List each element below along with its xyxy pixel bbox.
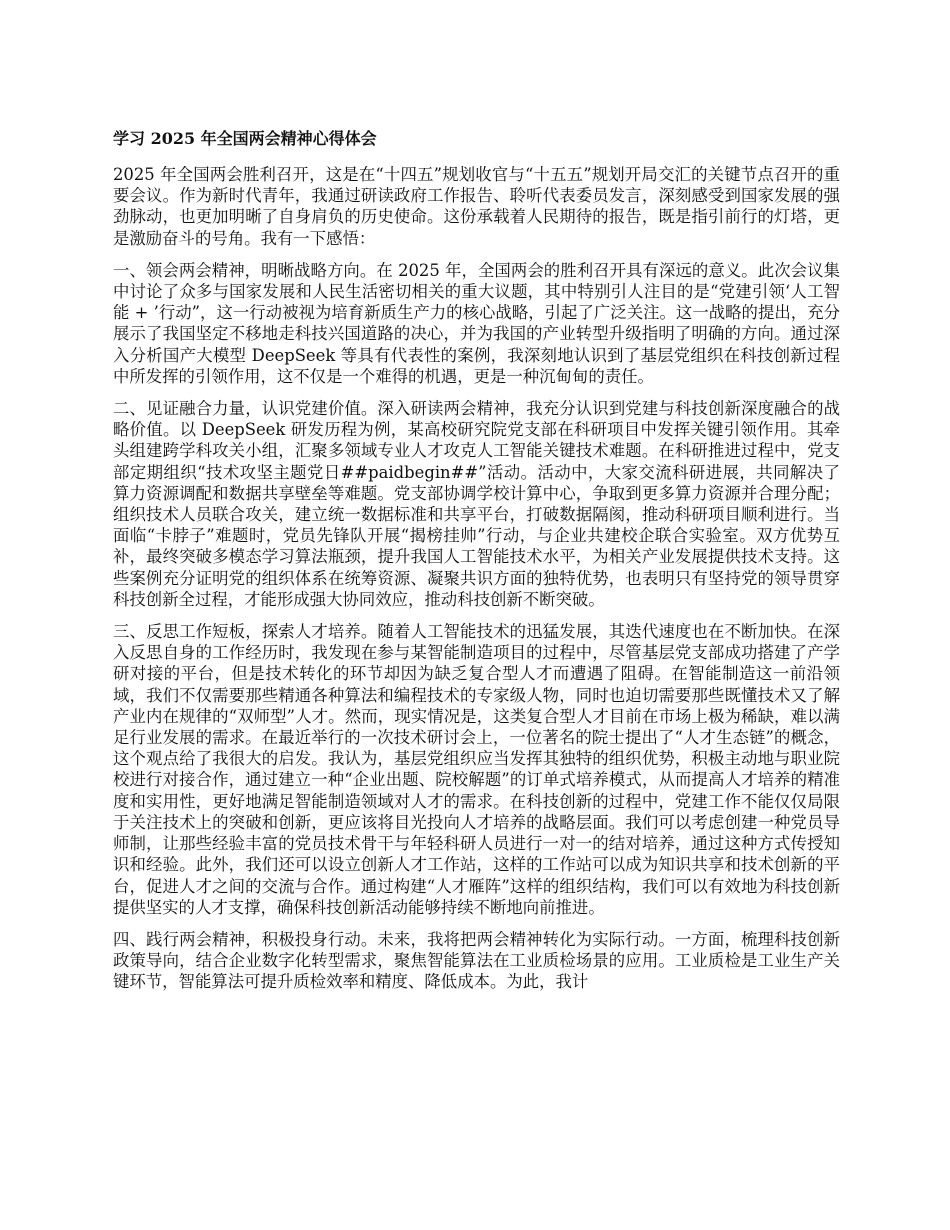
- document-title: 学习 2025 年全国两会精神心得体会: [113, 129, 377, 148]
- paragraph-section-2: 二、见证融合力量，认识党建价值。深入研读两会精神，我充分认识到党建与科技创新深度融合的战略价值。以 DeepSeek 研发历程为例，某高校研究院党支部在科研项目中发挥关键引领作用。其牵头组建跨学科攻关小组，汇聚多领域专业人才攻克人工智能关键技术难题。在科研推进过程中，党支部定期组织“技术攻坚主题党日##paidbegin##”活动。活动中，大家交流科研进展，共同解决了算力资源调配和数据共享壁垒等难题。党支部协调学校计算中心，争取到更多算力资源并合理分配；组织技术人员联合攻关，建立统一数据标准和共享平台，打破数据隔阂，推动科研项目顺利进行。当面临“卡脖子”难题时，党员先锋队开展“揭榜挂帅”行动，与企业共建校企联合实验室。双方优势互补，最终突破多模态学习算法瓶颈，提升我国人工智能技术水平，为相关产业发展提供技术支持。这些案例充分证明党的组织体系在统筹资源、凝聚共识方面的独特优势，也表明只有坚持党的领导贯穿科技创新全过程，才能形成强大协同效应，推动科技创新不断突破。: [113, 399, 840, 609]
- paragraph-intro: 2025 年全国两会胜利召开，这是在“十四五”规划收官与“十五五”规划开局交汇的关键节点召开的重要会议。作为新时代青年，我通过研读政府工作报告、聆听代表委员发言，深刻感受到国家发展的强劲脉动，也更加明晰了自身肩负的历史使命。这份承载着人民期待的报告，既是指引前行的灯塔，更是激励奋斗的号角。我有一下感悟：: [113, 165, 840, 248]
- paragraph-section-4: 四、践行两会精神，积极投身行动。未来，我将把两会精神转化为实际行动。一方面，梳理科技创新政策导向，结合企业数字化转型需求，聚焦智能算法在工业质检场景的应用。工业质检是工业生产关键环节，智能算法可提升质检效率和精度、降低成本。为此，我计: [113, 929, 840, 992]
- paragraph-section-1: 一、领会两会精神，明晰战略方向。在 2025 年，全国两会的胜利召开具有深远的意义。此次会议集中讨论了众多与国家发展和人民生活密切相关的重大议题，其中特别引人注目的是“党建引领‘人工智能 + ’行动”，这一行动被视为培育新质生产力的核心战略，引起了广泛关注。这一战略的提出，充分展示了我国坚定不移地走科技兴国道路的决心，并为我国的产业转型升级指明了明确的方向。通过深入分析国产大模型 DeepSeek 等具有代表性的案例，我深刻地认识到了基层党组织在科技创新过程中所发挥的引领作用，这不仅是一个难得的机遇，更是一种沉甸甸的责任。: [113, 260, 840, 386]
- paragraph-section-3: 三、反思工作短板，探索人才培养。随着人工智能技术的迅猛发展，其迭代速度也在不断加快。在深入反思自身的工作经历时，我发现在参与某智能制造项目的过程中，尽管基层党支部成功搭建了产学研对接的平台，但是技术转化的环节却因为缺乏复合型人才而遭遇了阻碍。在智能制造这一前沿领域，我们不仅需要那些精通各种算法和编程技术的专家级人物，同时也迫切需要那些既懂技术又了解产业内在规律的“双师型”人才。然而，现实情况是，这类复合型人才目前在市场上极为稀缺，难以满足行业发展的需求。在最近举行的一次技术研讨会上，一位著名的院士提出了“人才生态链”的概念，这个观点给了我很大的启发。我认为，基层党组织应当发挥其独特的组织优势，积极主动地与职业院校进行对接合作，通过建立一种“企业出题、院校解题”的订单式培养模式，从而提高人才培养的精准度和实用性，更好地满足智能制造领域对人才的需求。在科技创新的过程中，党建工作不能仅仅局限于关注技术上的突破和创新，更应该将目光投向人才培养的战略层面。我们可以考虑创建一种党员导师制，让那些经验丰富的党员技术骨干与年轻科研人员进行一对一的结对培养，通过这种方式传授知识和经验。此外，我们还可以设立创新人才工作站，这样的工作站可以成为知识共享和技术创新的平台，促进人才之间的交流与合作。通过构建“人才雁阵”这样的组织结构，我们可以有效地为科技创新提供坚实的人才支撑，确保科技创新活动能够持续不断地向前推进。: [113, 622, 840, 917]
